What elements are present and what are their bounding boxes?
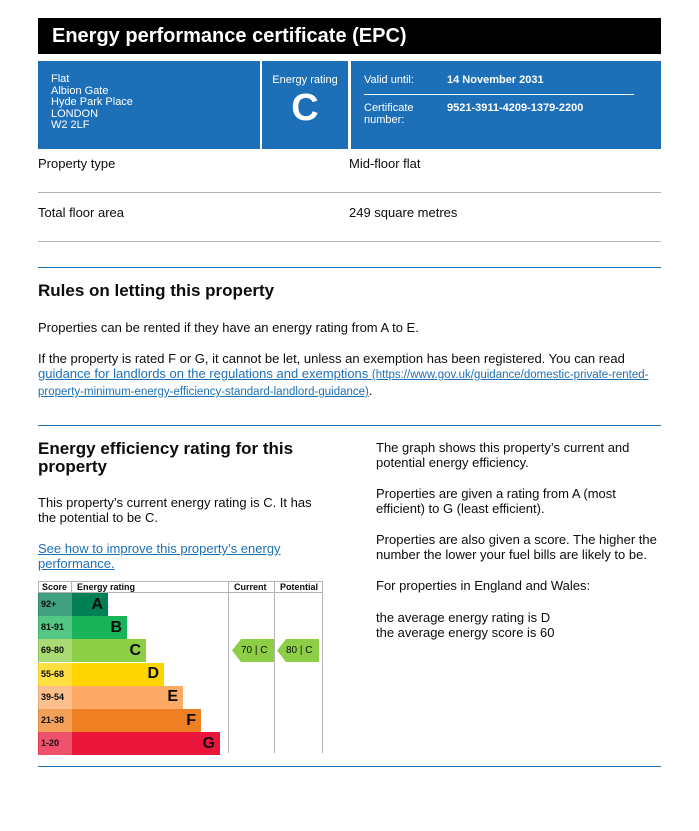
band-score-label: 21-38 — [41, 715, 65, 725]
band-score-label: 55-68 — [41, 668, 65, 679]
info-paragraph-5: the average energy rating is D — [376, 610, 551, 625]
section-divider — [38, 425, 661, 426]
valid-until-value: 14 November 2031 — [447, 74, 544, 86]
epc-rating-chart — [38, 581, 323, 753]
section-divider — [38, 267, 661, 268]
efficiency-paragraph: This property’s current energy rating is C. It has the potential to be C. — [38, 495, 312, 525]
band-bar-d: D — [72, 663, 164, 686]
energy-rating-value: C — [291, 87, 319, 129]
info-paragraph-6: the average energy score is 60 — [376, 625, 555, 640]
address-postcode: W2 2LF — [51, 119, 90, 132]
address-line: Flat — [51, 73, 70, 85]
potential-rating-label: 80 | C — [286, 645, 313, 657]
info-paragraph-3: Properties are also given a score. The higher the number the lower your fuel bills are likely to be. — [376, 532, 657, 562]
letting-heading: Rules on letting this property — [38, 281, 275, 300]
band-bar-a: A — [72, 593, 108, 616]
potential-column-header: Potential — [280, 582, 319, 592]
title-bar — [38, 18, 661, 54]
property-type-row — [38, 144, 661, 193]
certificate-number-value: 9521-3911-4209-1379-2200 — [447, 102, 584, 114]
band-score-label: 39-54 — [41, 691, 65, 702]
score-column-header: Score — [42, 582, 68, 592]
band-score-label: 69-80 — [41, 645, 65, 656]
band-score-label: 81-91 — [41, 622, 65, 633]
property-type-label: Property type — [38, 156, 116, 171]
band-score-label: 92+ — [41, 599, 57, 609]
energy-rating-box — [262, 61, 348, 149]
improve-performance-link[interactable]: See how to improve this property’s energy performance. — [38, 541, 281, 571]
band-bar-b: B — [72, 616, 127, 639]
info-paragraph-4: For properties in England and Wales: — [376, 578, 591, 593]
band-bar-e: E — [72, 686, 183, 709]
address-line: LONDON — [51, 107, 99, 120]
address-box — [38, 61, 260, 149]
section-divider — [38, 766, 661, 767]
band-bar-f: F — [72, 709, 201, 732]
property-type-value: Mid-floor flat — [349, 156, 421, 171]
address-line: Hyde Park Place — [51, 96, 133, 109]
letting-text: If the property is rated F or G, it cannot be let, unless an exemption has been registered. You can read — [38, 351, 625, 366]
divider — [364, 94, 634, 95]
current-rating-label: 70 | C — [241, 645, 268, 657]
landlord-guidance-link[interactable]: guidance for landlords on the regulations and exemptions (https://www.gov.uk/guidance/domestic-private-rented-property-minimum-energy-efficiency-standard-landlord-guidance) — [38, 366, 649, 398]
letting-paragraph-1: Properties can be rented if they have an energy rating from A to E. — [38, 320, 419, 335]
band-bar-g: G — [72, 732, 220, 755]
efficiency-heading: Energy efficiency rating for this property — [38, 439, 294, 476]
certificate-box — [351, 61, 661, 149]
page-title: Energy performance certificate (EPC) — [52, 25, 407, 47]
floor-area-value: 249 square metres — [349, 205, 458, 220]
valid-until-label: Valid until: — [364, 74, 414, 86]
band-score-label: 1-20 — [41, 738, 60, 749]
floor-area-row — [38, 193, 661, 242]
band-bar-c: C — [72, 639, 146, 662]
info-paragraph-2: Properties are given a rating from A (most efficient) to G (least efficient). — [376, 486, 616, 516]
address-line: Albion Gate — [51, 84, 109, 97]
rating-column-header: Energy rating — [77, 582, 136, 592]
info-paragraph-1: The graph shows this property’s current and potential energy efficiency. — [376, 440, 630, 470]
energy-rating-label: Energy rating — [272, 74, 338, 86]
certificate-number-label: Certificate number: — [364, 102, 414, 126]
current-column-header: Current — [234, 582, 267, 592]
letting-paragraph-2: If the property is rated F or G, it cannot be let, unless an exemption has been registered. You can read guidance for landlords on the regulations and exemptions (https://www.gov.uk/guidance/domestic-private-rented-property-minimum-energy-efficiency-standard-landlord-guidance). — [38, 351, 649, 398]
floor-area-label: Total floor area — [38, 205, 124, 220]
